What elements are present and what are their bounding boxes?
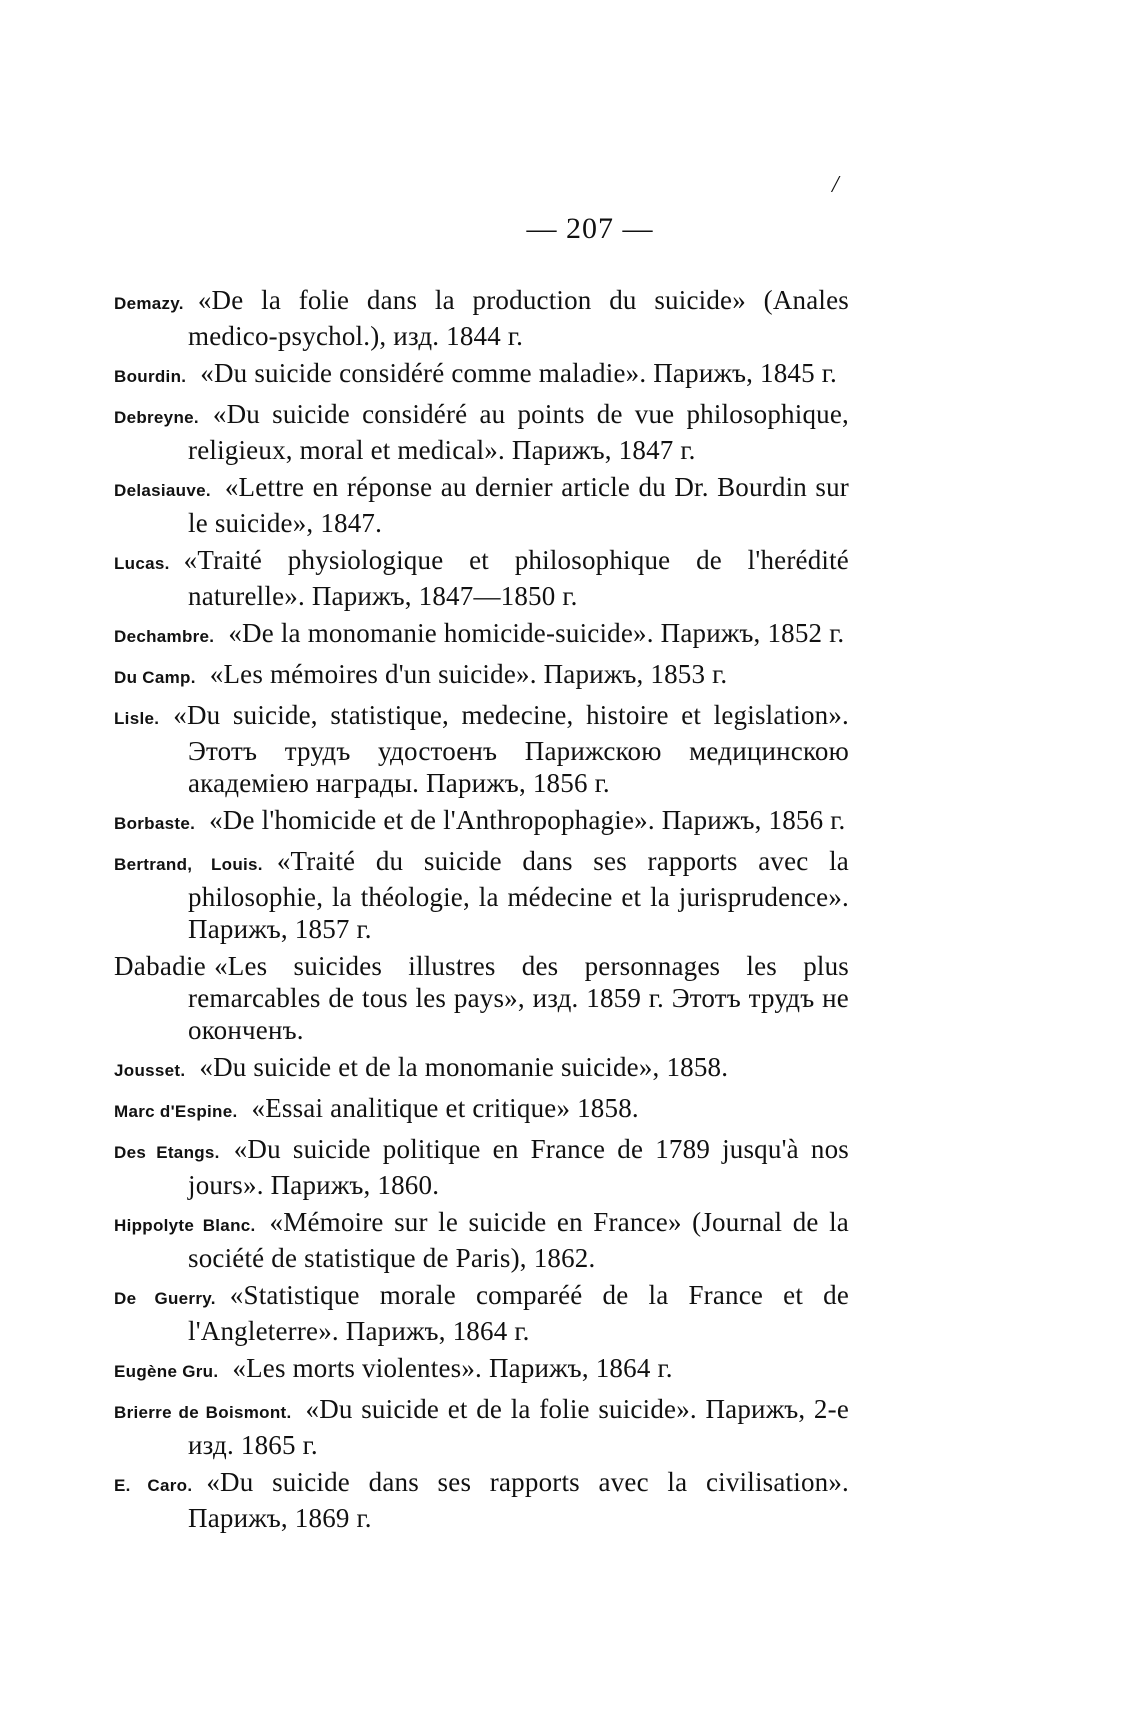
entry-text: «Lettre en réponse au dernier article du Dr. Bourdin sur le suicide», 1847. [188, 472, 849, 538]
entry-text: «Les morts violentes». Парижъ, 1864 г. [232, 1353, 673, 1383]
entry-text: «Du suicide politique en France de 1789 jusqu'à nos jours». Парижъ, 1860. [188, 1134, 849, 1200]
corner-mark: / [832, 172, 839, 198]
bibliography-entry [114, 1279, 849, 1347]
entry-author: Du Camp. [114, 668, 196, 687]
entry-author: Des Etangs. [114, 1143, 220, 1162]
bibliography-entry [114, 699, 849, 799]
entry-author: Demazy. [114, 294, 184, 313]
bibliography-entry [114, 1393, 849, 1461]
bibliography-entry [114, 950, 849, 1046]
entry-text: «Du suicide, statistique, medecine, histoire et legislation». Этотъ трудъ удостоенъ Парижскою медицинскою академiею награды. Парижъ, 1856 г. [173, 700, 849, 798]
entry-text: «Du suicide considéré au points de vue philosophique, religieux, moral et medical». Парижъ, 1847 г. [188, 399, 849, 465]
entry-text: «Du suicide et de la monomanie suicide», 1858. [199, 1052, 729, 1082]
entry-author: Dechambre. [114, 627, 215, 646]
entry-author: Delasiauve. [114, 481, 211, 500]
entry-author: Lucas. [114, 554, 170, 573]
bibliography-entry [114, 1466, 849, 1534]
entry-text: «Traité du suicide dans ses rapports avec la philosophie, la théologie, la médecine et la jurisprudence». Парижъ, 1857 г. [188, 846, 849, 944]
entry-text: «Statistique morale comparéé de la France et de l'Angleterre». Парижъ, 1864 г. [188, 1280, 849, 1346]
bibliography-entry [114, 804, 849, 840]
bibliography-entry [114, 845, 849, 945]
entry-author: Lisle. [114, 709, 160, 728]
bibliography-entry [114, 1206, 849, 1274]
bibliography-entry [114, 1133, 849, 1201]
entry-author: Eugène Gru. [114, 1362, 219, 1381]
bibliography-list [114, 284, 849, 1539]
bibliography-entry [114, 398, 849, 466]
entry-text: «Essai analitique et critique» 1858. [251, 1093, 639, 1123]
entry-author: De Guerry. [114, 1289, 216, 1308]
entry-author: Hippolyte Blanc. [114, 1216, 256, 1235]
entry-text: «Les suicides illustres des personnages les plus remarcables de tous les pays», изд. 1859 г. Этотъ трудъ не оконченъ. [188, 951, 849, 1045]
bibliography-entry [114, 471, 849, 539]
entry-author: Bourdin. [114, 367, 187, 386]
entry-author: Bertrand, Louis. [114, 855, 263, 874]
entry-text: «Les mémoires d'un suicide». Парижъ, 1853 г. [209, 659, 728, 689]
entry-text: «Du suicide considéré comme maladie». Парижъ, 1845 г. [200, 358, 837, 388]
bibliography-entry [114, 1051, 849, 1087]
bibliography-entry [114, 617, 849, 653]
bibliography-entry [114, 357, 849, 393]
bibliography-entry [114, 1352, 849, 1388]
entry-text: «Mémoire sur le suicide en France» (Journal de la société de statistique de Paris), 1862. [188, 1207, 849, 1273]
bibliography-entry [114, 1092, 849, 1128]
entry-text: «De l'homicide et de l'Anthropophagie». Парижъ, 1856 г. [209, 805, 846, 835]
entry-text: «De la monomanie homicide-suicide». Парижъ, 1852 г. [228, 618, 845, 648]
entry-author: Brierre de Boismont. [114, 1403, 292, 1422]
entry-author: Borbaste. [114, 814, 196, 833]
bibliography-entry [114, 658, 849, 694]
entry-text: «Du suicide et de la folie suicide». Парижъ, 2-е изд. 1865 г. [188, 1394, 850, 1460]
bibliography-entry [114, 284, 849, 352]
page-number: — 207 — [526, 212, 654, 245]
entry-text: «Traité physiologique et philosophique de l'herédité naturelle». Парижъ, 1847—1850 г. [183, 545, 849, 611]
entry-author: Dabadie [114, 951, 207, 981]
entry-author: Jousset. [114, 1061, 186, 1080]
entry-text: «Du suicide dans ses rapports avec la civilisation». Парижъ, 1869 г. [188, 1467, 850, 1533]
entry-text: «De la folie dans la production du suicide» (Anales medico-psychol.), изд. 1844 г. [188, 285, 849, 351]
entry-author: Debreyne. [114, 408, 199, 427]
entry-author: Marc d'Espine. [114, 1102, 238, 1121]
entry-author: E. Caro. [114, 1476, 193, 1495]
bibliography-entry [114, 544, 849, 612]
